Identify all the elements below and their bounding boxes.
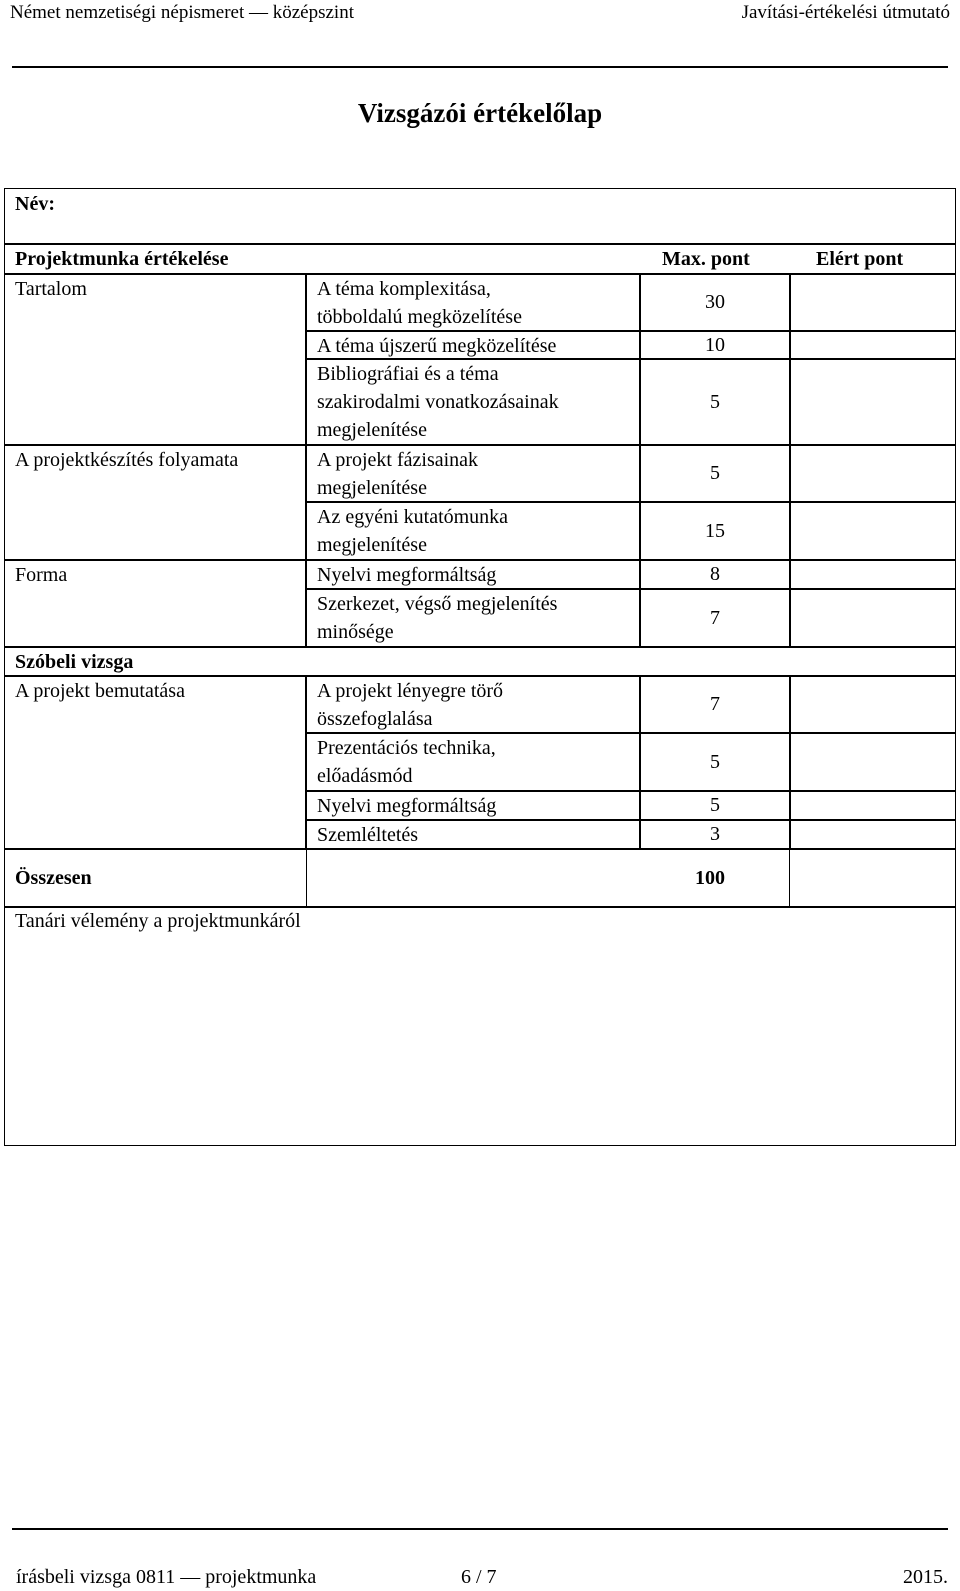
max-points-value: 5 (710, 462, 720, 484)
criterion-text: Bibliográfiai és a téma (317, 363, 499, 385)
max-points-value: 30 (705, 291, 725, 313)
header-subject: Német nemzetiségi népismeret — középszint (10, 2, 354, 23)
criterion-text: Nyelvi megformáltság (317, 795, 497, 817)
criterion-text: A téma újszerű megközelítése (317, 335, 557, 357)
achieved-points-cell[interactable] (790, 274, 956, 331)
criterion-text: Az egyéni kutatómunka (317, 506, 509, 528)
criterion-text: A téma komplexitása, (317, 278, 491, 300)
achieved-points-cell[interactable] (790, 560, 956, 589)
max-points-value: 3 (710, 823, 720, 845)
max-points-value: 5 (710, 794, 720, 816)
category-content: Tartalom (15, 278, 87, 300)
achieved-points-cell[interactable] (790, 733, 956, 791)
criterion-text: Nyelvi megformáltság (317, 564, 497, 586)
achieved-points-cell[interactable] (790, 820, 956, 849)
category-process: A projektkészítés folyamata (15, 449, 239, 471)
teacher-opinion-box[interactable] (4, 907, 956, 1146)
footer-exam-info: írásbeli vizsga 0811 — projektmunka (16, 1566, 317, 1588)
max-points-value: 7 (710, 607, 720, 629)
evaluation-form (4, 188, 956, 1146)
achieved-points-cell[interactable] (790, 445, 956, 502)
section-header: Projektmunka értékelése (15, 248, 229, 270)
criterion-text: megjelenítése (317, 477, 427, 499)
max-points-value: 5 (710, 751, 720, 773)
criterion-text: szakirodalmi vonatkozásainak (317, 391, 559, 413)
max-points-value: 8 (710, 563, 720, 585)
footer-divider (12, 1528, 948, 1530)
header-divider (12, 66, 948, 68)
max-points-value: 15 (705, 520, 725, 542)
max-points-value: 7 (710, 693, 720, 715)
footer-year: 2015. (903, 1566, 948, 1588)
max-points-header: Max. pont (662, 248, 750, 270)
achieved-points-header: Elért pont (816, 248, 904, 270)
page-header (10, 0, 950, 26)
achieved-points-cell[interactable] (790, 676, 956, 733)
category-oral: A projekt bemutatása (15, 680, 185, 702)
max-points-value: 10 (705, 334, 725, 356)
criterion-text: összefoglalása (317, 708, 433, 730)
page-title: Vizsgázói értékelőlap (357, 98, 603, 128)
criterion-text: Prezentációs technika, (317, 737, 496, 759)
total-label: Összesen (15, 867, 92, 889)
category-form: Forma (15, 564, 68, 586)
criterion-text: előadásmód (317, 765, 413, 787)
max-points-value: 5 (710, 391, 720, 413)
oral-exam-row (4, 647, 956, 676)
achieved-points-cell[interactable] (790, 331, 956, 359)
criterion-text: minősége (317, 621, 394, 643)
oral-exam-title: Szóbeli vizsga (15, 651, 134, 673)
criterion-text: megjelenítése (317, 419, 427, 441)
achieved-points-cell[interactable] (790, 359, 956, 445)
criterion-text: Szemléltetés (317, 824, 419, 846)
criterion-text: többoldalú megközelítése (317, 306, 522, 328)
name-label: Név: (15, 193, 55, 215)
achieved-points-cell[interactable] (790, 589, 956, 647)
criterion-text: A projekt lényegre törő (317, 680, 504, 702)
name-box[interactable] (4, 188, 956, 244)
achieved-points-cell[interactable] (790, 502, 956, 560)
total-points: 100 (695, 867, 725, 889)
criterion-text: Szerkezet, végső megjelenítés (317, 593, 558, 615)
teacher-opinion-label: Tanári vélemény a projektmunkáról (15, 910, 301, 932)
page-number: 6 / 7 (461, 1566, 497, 1588)
criterion-text: megjelenítése (317, 534, 427, 556)
header-doc-type: Javítási-értékelési útmutató (741, 2, 950, 23)
criterion-text: A projekt fázisainak (317, 449, 479, 471)
achieved-points-cell[interactable] (790, 791, 956, 820)
